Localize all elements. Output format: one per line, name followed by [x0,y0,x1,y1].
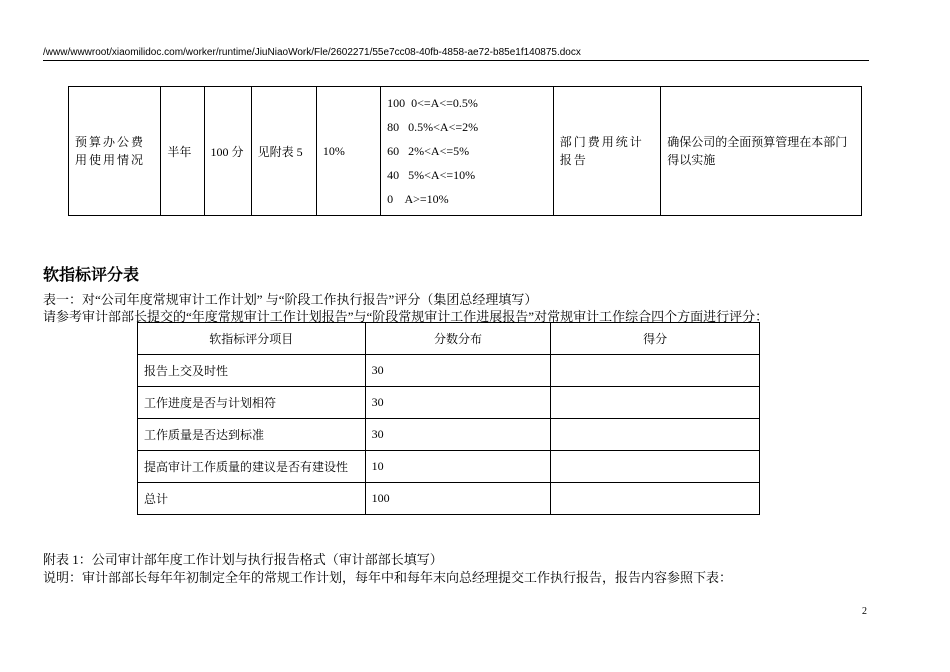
tier-line: 60 2%<A<=5% [387,144,470,158]
table-row [138,451,760,483]
data-source-cell: 部门费用统计报告 [553,87,660,216]
score-cell: 10 [365,451,551,483]
got-cell[interactable] [551,419,760,451]
got-cell[interactable] [551,387,760,419]
column-header: 软指标评分项目 [138,323,366,355]
kpi-item-cell: 预算办公费用使用情况 [69,87,161,216]
item-cell: 工作质量是否达到标准 [138,419,366,451]
table-row [138,355,760,387]
got-cell[interactable] [551,483,760,515]
section-title: 软指标评分表 [43,267,140,284]
weight-cell: 10% [316,87,380,216]
table-caption: 表一：对“公司年度常规审计工作计划” 与“阶段工作执行报告”评分（集团总经理填写） [43,292,538,307]
tier-line: 40 5%<A<=10% [387,168,476,182]
score-cell: 30 [365,387,551,419]
item-cell: 工作进度是否与计划相符 [138,387,366,419]
page-number: 2 [862,606,867,617]
period-cell: 半年 [161,87,204,216]
column-header: 得分 [551,323,760,355]
reference-cell: 见附表 5 [251,87,316,216]
tier-line: 80 0.5%<A<=2% [387,120,479,134]
tier-line: 0 A>=10% [387,192,449,206]
item-cell: 报告上交及时性 [138,355,366,387]
soft-indicator-table [137,322,760,515]
got-cell[interactable] [551,451,760,483]
budget-kpi-table [68,86,862,216]
table-header-row [138,323,760,355]
item-cell: 总计 [138,483,366,515]
table-row [138,387,760,419]
table-row [138,419,760,451]
table-row [69,87,862,216]
item-cell: 提高审计工作质量的建议是否有建设性 [138,451,366,483]
score-cell: 100 分 [204,87,251,216]
header-divider [43,60,869,61]
tier-line: 100 0<=A<=0.5% [387,96,478,110]
appendix-title: 附表 1：公司审计部年度工作计划与执行报告格式（审计部部长填写） [43,552,443,567]
appendix-note: 说明：审计部部长每年年初制定全年的常规工作计划，每年中和每年末向总经理提交工作执行报告，报告内容参照下表： [43,570,733,585]
score-cell: 30 [365,355,551,387]
score-cell: 100 [365,483,551,515]
table-row [138,483,760,515]
purpose-cell: 确保公司的全面预算管理在本部门得以实施 [661,87,862,216]
document-path-header: /www/wwwroot/xiaomilidoc.com/worker/runtime/JiuNiaoWork/Fle/2602271/55e7cc08-40fb-4858-ae72-b85e1f140875.docx [43,47,581,58]
column-header: 分数分布 [365,323,551,355]
got-cell[interactable] [551,355,760,387]
instruction-text: 请参考审计部部长提交的“年度常规审计工作计划报告”与“阶段常规审计工作进展报告”对常规审计工作综合四个方面进行评分： [43,309,769,324]
score-cell: 30 [365,419,551,451]
scoring-tiers-cell [381,87,554,216]
